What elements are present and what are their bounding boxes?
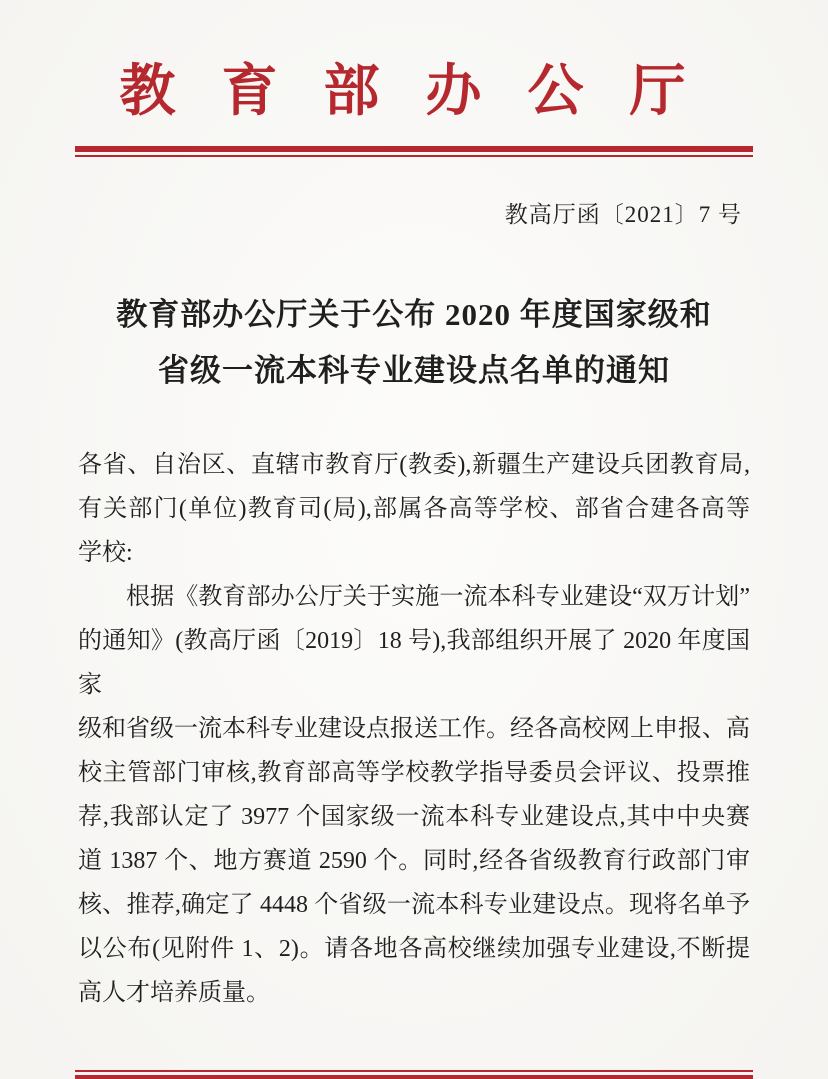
body-line: 道 1387 个、地方赛道 2590 个。同时,经各省级教育行政部门审 (78, 847, 750, 874)
body-line: 核、推荐,确定了 4448 个省级一流本科专业建设点。现将名单予 (78, 891, 750, 918)
body-line: 的通知》(教高厅函〔2019〕18 号),我部组织开展了 2020 年度国家 (78, 627, 750, 698)
body-line: 级和省级一流本科专业建设点报送工作。经各高校网上申报、高 (78, 715, 750, 742)
footer-divider-thin-line (75, 1070, 753, 1072)
letterhead-divider (75, 146, 753, 157)
document-title (0, 287, 828, 399)
body-line: 校主管部门审核,教育部高等学校教学指导委员会评议、投票推 (78, 759, 750, 786)
recipient-line: 各省、自治区、直辖市教育厅(教委),新疆生产建设兵团教育局, (78, 451, 750, 478)
letterhead-divider-thick-line (75, 146, 753, 152)
letterhead-divider-thin-line (75, 155, 753, 157)
letterhead-org-name: 教育部办公厅 (119, 61, 732, 123)
body-line: 荐,我部认定了 3977 个国家级一流本科专业建设点,其中中央赛 (78, 803, 750, 830)
body-line: 根据《教育部办公厅关于实施一流本科专业建设“双万计划” (126, 583, 750, 610)
body-line: 高人才培养质量。 (78, 979, 270, 1006)
document-number: 教高厅函〔2021〕7 号 (504, 201, 742, 227)
document-title-line-2: 省级一流本科专业建设点名单的通知 (158, 352, 670, 388)
recipient-line: 学校: (78, 539, 133, 566)
document-title-line-1: 教育部办公厅关于公布 2020 年度国家级和 (116, 296, 712, 332)
body-line: 以公布(见附件 1、2)。请各地各高校继续加强专业建设,不断提 (78, 935, 750, 962)
footer-divider (75, 1070, 753, 1079)
footer-divider-thick-line (75, 1075, 753, 1079)
document-body (78, 443, 750, 1015)
recipient-line: 有关部门(单位)教育司(局),部属各高等学校、部省合建各高等 (78, 495, 750, 522)
